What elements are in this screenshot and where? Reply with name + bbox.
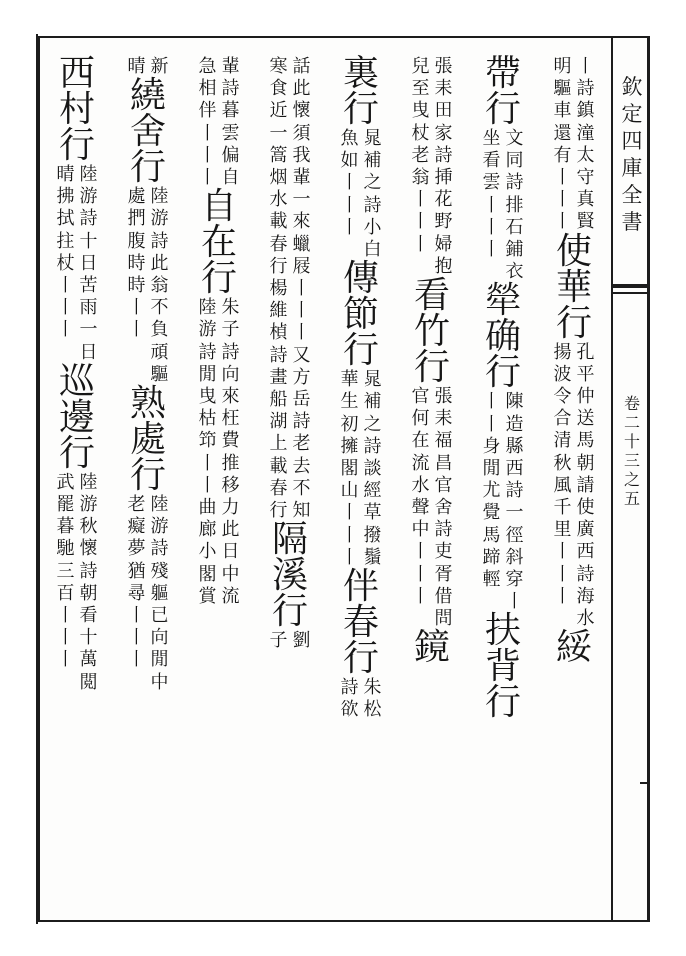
annotation-text: 官何在流水聲中丨丨丨 xyxy=(411,386,430,607)
annotation-text: 華生初擁閣山丨丨丨 xyxy=(340,369,359,568)
entry-heading: 隔溪行 xyxy=(271,519,308,633)
entry-heading: 繞舍行 xyxy=(129,75,166,189)
entry-heading: 裏行 xyxy=(342,53,379,130)
text-column xyxy=(399,56,465,669)
annotation-pair xyxy=(553,56,596,234)
annotation-pair xyxy=(340,128,383,261)
annotation-text: 張耒田家詩挿花野婦抱 xyxy=(434,56,453,277)
annotation-text: 坐看雲丨丨丨 xyxy=(482,128,501,261)
annotation-pair xyxy=(340,677,383,721)
fish-tail-mark xyxy=(612,292,650,294)
entry-heading: 傳節行 xyxy=(342,258,379,372)
annotation-text: 詩欲 xyxy=(340,677,359,721)
text-column xyxy=(541,56,607,669)
annotation-text: 丨詩鎮潼太守真賢 xyxy=(576,56,595,233)
annotation-pair xyxy=(127,186,170,386)
entry-heading: 看竹行 xyxy=(413,275,450,389)
fold-tick xyxy=(640,782,650,784)
entry-heading: 熟處行 xyxy=(129,383,166,497)
annotation-text: 晁補之詩談經草撥鬚 xyxy=(363,369,382,568)
annotation-text: 朱松 xyxy=(363,677,382,721)
annotation-text: 丨丨身閒尤覺馬蹄輕 xyxy=(482,391,501,591)
annotation-text: 陸游詩十日苦雨一日 xyxy=(79,164,98,363)
entry-heading: 使華行 xyxy=(555,230,592,344)
annotation-text: 新 xyxy=(150,56,169,77)
entry-heading: 帶行 xyxy=(484,53,521,130)
text-column xyxy=(186,56,252,608)
annotation-text: 朱子詩向來枉費推移力此日中流 xyxy=(221,297,240,607)
annotation-text: 劉 xyxy=(292,630,311,652)
annotation-text: 晴 xyxy=(127,56,146,77)
annotation-text: 陸游詩此翁不負頑驅 xyxy=(150,186,169,385)
annotation-pair xyxy=(127,494,170,694)
entry-heading: 犖确行 xyxy=(484,280,521,394)
annotation-text: 寒食近一篙烟水載春行楊維楨詩畫船湖上載春行 xyxy=(269,56,288,522)
text-column xyxy=(470,53,536,724)
entry-heading: 自在行 xyxy=(200,186,237,300)
annotation-text: 處捫腹時時丨丨 xyxy=(127,186,146,341)
annotation-text: 魚如丨丨丨 xyxy=(340,128,359,238)
text-column xyxy=(44,53,110,694)
annotation-text: 明驅車還有丨丨丨 xyxy=(553,56,572,233)
annotation-pair xyxy=(411,386,454,630)
annotation-pair xyxy=(56,164,99,364)
annotation-text: 晁補之詩小白 xyxy=(363,128,382,261)
annotation-text: 陸游秋懷詩朝看十萬閲 xyxy=(79,471,98,693)
annotation-pair xyxy=(482,391,525,613)
annotation-pair xyxy=(340,369,383,569)
text-column xyxy=(115,56,181,694)
annotation-text: 張耒福昌官舍詩吏胥借問 xyxy=(434,386,453,630)
entry-heading: 巡邊行 xyxy=(58,360,95,474)
annotation-text: 孔平仲送馬朝請使廣西詩海水 xyxy=(576,341,595,630)
book-title: 欽定四庫全書 xyxy=(621,75,643,234)
annotation-text: 陸游詩殘軀已向閒中 xyxy=(150,494,169,693)
entry-heading: 扶背行 xyxy=(484,610,521,724)
annotation-pair xyxy=(269,56,312,522)
text-column xyxy=(257,56,323,652)
entry-heading: 西村行 xyxy=(58,53,95,166)
juan-number: 卷二十三之五 xyxy=(623,394,640,508)
fish-tail-mark xyxy=(612,284,650,288)
annotation-pair xyxy=(198,297,241,608)
annotation-pair xyxy=(482,128,525,283)
annotation-text: 文同詩排石鋪衣 xyxy=(505,128,524,283)
annotation-text: 輩詩暮雲偏自 xyxy=(221,56,240,189)
annotation-text: 兒至曳杖老翁丨丨丨 xyxy=(411,56,430,255)
annotation-text: 陸游詩閒曳枯笻丨丨曲廊小閣賞 xyxy=(198,297,217,607)
annotation-text: 晴拂拭拄杖丨丨丨 xyxy=(56,164,75,341)
annotation-text: 揚波令合清秋風千里丨丨丨 xyxy=(553,341,572,607)
annotation-text: 話此懷須我輩一來蠟屐丨丨丨又方岳詩老去不知 xyxy=(292,56,311,522)
text-column xyxy=(328,53,394,721)
entry-heading: 鏡 xyxy=(413,627,450,669)
annotation-text: 急相伴丨丨丨 xyxy=(198,56,217,189)
annotation-text: 陳造縣西詩一徑斜穿丨 xyxy=(505,391,524,613)
annotation-text: 子 xyxy=(269,630,288,652)
annotation-pair xyxy=(553,342,596,631)
annotation-pair xyxy=(411,56,454,278)
annotation-pair xyxy=(56,472,99,694)
entry-heading: 綏 xyxy=(555,627,592,669)
annotation-pair xyxy=(198,56,241,189)
annotation-text: 老癡夢猶尋丨丨丨 xyxy=(127,494,146,671)
annotation-pair xyxy=(269,630,312,652)
annotation-text: 武罷暮馳三百丨丨丨 xyxy=(56,471,75,671)
entry-heading: 伴春行 xyxy=(342,566,379,680)
